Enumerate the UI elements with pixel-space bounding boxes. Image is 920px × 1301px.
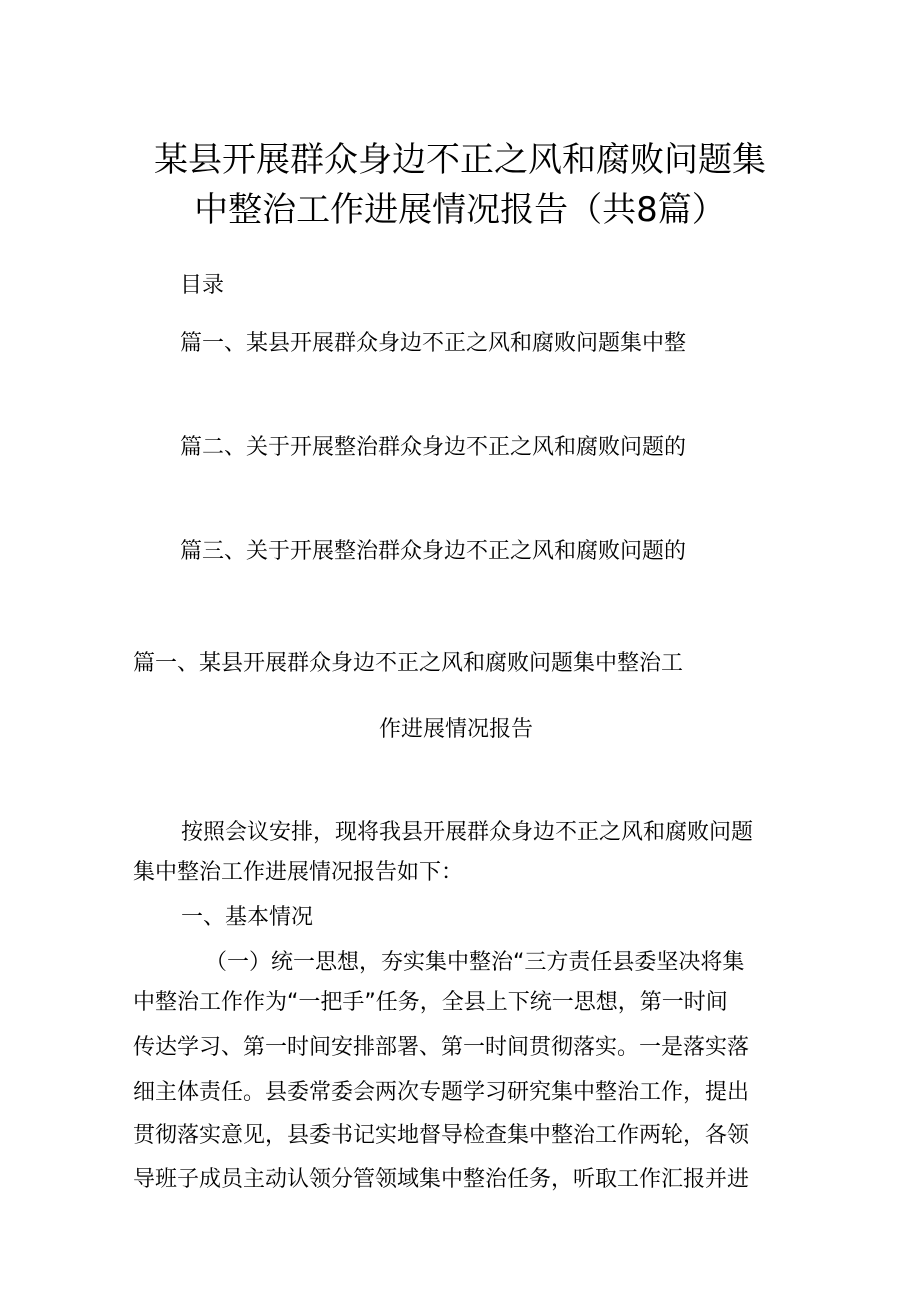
- document-title-line-1: 某县开展群众身边不正之风和腐败问题集: [154, 140, 766, 180]
- document-title-line-2: 中整治工作进展情况报告（共8篇）: [194, 190, 726, 230]
- toc-item-2[interactable]: 篇二、关于开展整治群众身边不正之风和腐败问题的: [180, 435, 687, 460]
- section-title-line-1: 篇一、某县开展群众身边不正之风和腐败问题集中整治工: [133, 651, 684, 676]
- body-line-1: 按照会议安排，现将我县开展群众身边不正之风和腐败问题: [181, 820, 754, 845]
- body-line-7: 细主体责任。县委常委会两次专题学习研究集中整治工作，提出: [133, 1080, 750, 1105]
- body-line-5: 中整治工作作为“一把手”任务，全县上下统一思想，第一时间: [133, 990, 728, 1015]
- body-line-4: （一）统一思想，夯实集中整治“三方责任县委坚决将集: [205, 950, 745, 975]
- toc-heading: 目录: [180, 273, 225, 298]
- body-line-8: 贯彻落实意见，县委书记实地督导检查集中整治工作两轮，各领: [133, 1123, 750, 1148]
- body-line-3: 一、基本情况: [181, 905, 314, 930]
- body-line-6: 传达学习、第一时间安排部署、第一时间贯彻落实。一是落实落: [133, 1035, 750, 1060]
- toc-item-3[interactable]: 篇三、关于开展整治群众身边不正之风和腐败问题的: [180, 539, 687, 564]
- body-line-9: 导班子成员主动认领分管领域集中整治任务，听取工作汇报并进: [133, 1167, 750, 1192]
- body-line-2: 集中整治工作进展情况报告如下：: [133, 860, 464, 885]
- toc-item-1[interactable]: 篇一、某县开展群众身边不正之风和腐败问题集中整: [180, 331, 687, 356]
- section-title-line-2: 作进展情况报告: [379, 717, 534, 742]
